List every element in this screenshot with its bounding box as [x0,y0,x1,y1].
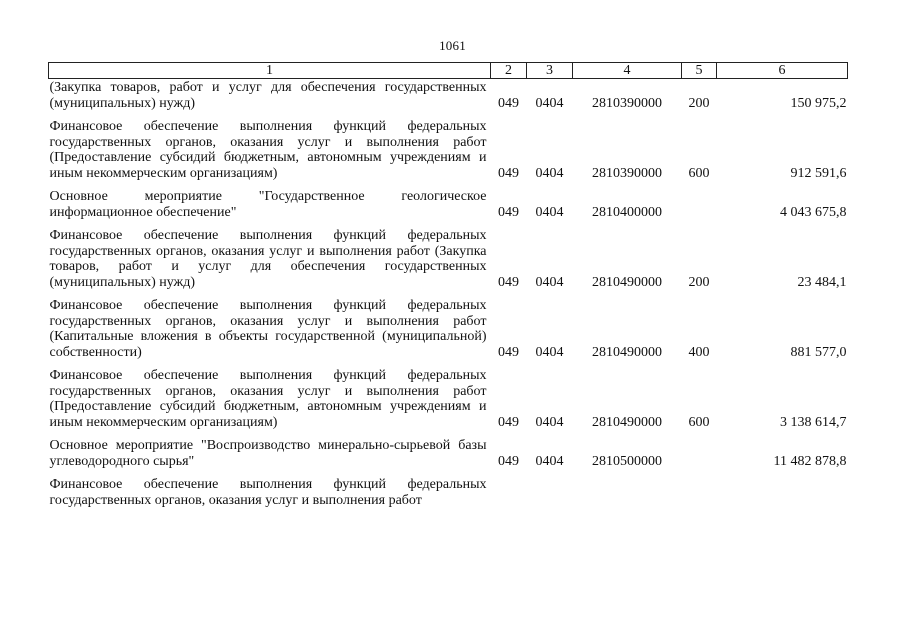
ministry-code: 049 [498,165,519,181]
amount: 4 043 675,8 [780,204,847,220]
target-article-code [573,469,682,508]
expense-type-code: 600 [688,414,710,430]
amount: 912 591,6 [790,165,847,181]
section-code: 0404 [535,414,564,430]
ministry-code: 049 [498,414,519,430]
section-code: 0404 [535,274,564,290]
column-header-3: 3 [527,63,573,79]
table-row [49,220,848,290]
table-row [49,111,848,181]
row-name: Финансовое обеспечение выполнения функций федеральных государственных органов, оказания услуг и выполнения работ (Предоставление субсидий бюджетным, автономным учреждениям и иным некоммерческим организациям) [49,119,487,181]
ministry-code [491,469,527,508]
section-code [527,469,573,508]
row-name: Финансовое обеспечение выполнения функций федеральных государственных органов, оказания услуг и выполнения работ (Капитальные вложения в объекты государственной (муниципальной) собственности) [49,298,487,360]
ministry-code: 049 [498,95,519,111]
amount: 11 482 878,8 [773,453,847,469]
amount [717,469,848,508]
table-row [49,79,848,112]
ministry-code: 049 [498,274,519,290]
target-article-code: 2810490000 [592,414,662,430]
column-number-header-row [49,63,848,79]
amount: 3 138 614,7 [780,414,847,430]
table-body [49,79,848,509]
section-code: 0404 [535,204,564,220]
column-header-1: 1 [49,63,491,79]
target-article-code: 2810390000 [592,165,662,181]
column-header-5: 5 [682,63,717,79]
expense-type-code: 200 [688,95,710,111]
target-article-code: 2810490000 [592,274,662,290]
amount: 150 975,2 [790,95,847,111]
page-number: 1061 [439,38,466,53]
section-code: 0404 [535,344,564,360]
amount: 23 484,1 [797,274,847,290]
ministry-code: 049 [498,204,519,220]
expense-type-code [682,430,717,469]
target-article-code: 2810400000 [592,204,662,220]
table-row [49,290,848,360]
row-name: Финансовое обеспечение выполнения функций федеральных государственных органов, оказания услуг и выполнения работ (Закупка товаров, работ и услуг для обеспечения государственных (муниципальных) нужд) [49,228,487,290]
column-header-2: 2 [491,63,527,79]
expense-type-code: 200 [688,274,710,290]
column-header-6: 6 [717,63,848,79]
row-name: Основное мероприятие "Воспроизводство минерально-сырьевой базы углеводородного сырья" [49,438,487,469]
budget-table [48,62,848,508]
row-name: Основное мероприятие "Государственное геологическое информационное обеспечение" [49,189,487,220]
row-name: (Закупка товаров, работ и услуг для обеспечения государственных (муниципальных) нужд) [49,80,487,111]
table-row [49,181,848,220]
expense-type-code: 400 [688,344,710,360]
amount: 881 577,0 [790,344,847,360]
ministry-code: 049 [498,344,519,360]
section-code: 0404 [535,165,564,181]
target-article-code: 2810490000 [592,344,662,360]
table-row [49,360,848,430]
target-article-code: 2810500000 [592,453,662,469]
column-header-4: 4 [573,63,682,79]
expense-type-code [682,469,717,508]
section-code: 0404 [535,453,564,469]
ministry-code: 049 [498,453,519,469]
expense-type-code: 600 [688,165,710,181]
row-name: Финансовое обеспечение выполнения функций федеральных государственных органов, оказания услуг и выполнения работ [49,477,487,508]
expense-type-code [682,181,717,220]
target-article-code: 2810390000 [592,95,662,111]
table-row [49,430,848,469]
row-name: Финансовое обеспечение выполнения функций федеральных государственных органов, оказания услуг и выполнения работ (Предоставление субсидий бюджетным, автономным учреждениям и иным некоммерческим организациям) [49,368,487,430]
section-code: 0404 [535,95,564,111]
table-row [49,469,848,508]
